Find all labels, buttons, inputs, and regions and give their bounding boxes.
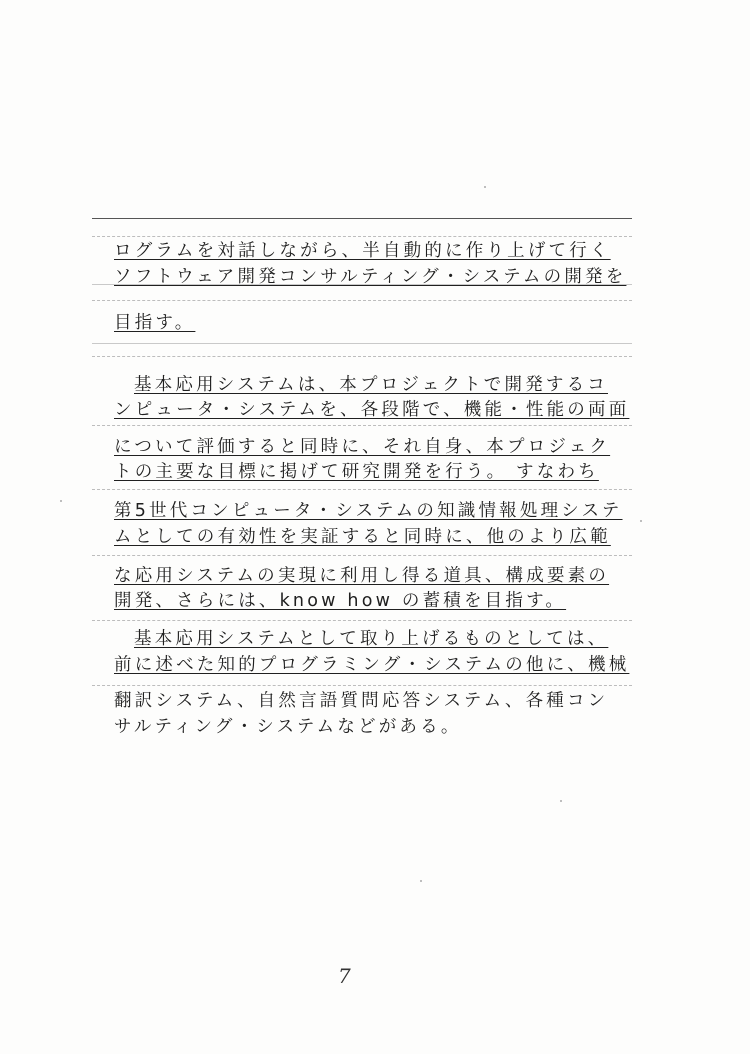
ruled-line [92, 356, 632, 357]
text-line: ムとしての有効性を実証すると同時に、他のより広範 [114, 527, 611, 547]
text-line: ンピュータ・システムを、各段階で、機能・性能の両面 [114, 400, 630, 420]
text-line: な応用システムの実現に利用し得る道具、構成要素の [114, 566, 610, 586]
ruled-line [92, 685, 632, 686]
scan-speck [420, 880, 422, 882]
text-line: 基本応用システムとして取り上げるものとしては、 [134, 629, 609, 649]
ruled-line [92, 555, 632, 556]
scan-speck [560, 800, 562, 802]
text-line: ソフトウェア開発コンサルティング・システムの開発を [114, 267, 627, 287]
text-line: トの主要な目標に掲げて研究開発を行う。 すなわち [114, 462, 599, 482]
text-line: 基本応用システムは、本プロジェクトで開発するコ [134, 375, 608, 395]
text-line: 翻訳システム、自然言語質問応答システム、各種コン [114, 691, 609, 711]
text-line: 第5世代コンピュータ・システムの知識情報処理システ [114, 501, 623, 521]
text-line: について評価すると同時に、それ自身、本プロジェク [114, 437, 611, 457]
ruled-line [92, 343, 632, 344]
ruled-line [92, 300, 632, 301]
scan-speck [60, 500, 62, 502]
page-number: 7 [338, 964, 351, 988]
text-line: 前に述べた知的プログラミング・システムの他に、機械 [114, 655, 630, 675]
ruled-line [92, 620, 632, 621]
scan-speck [484, 186, 486, 188]
top-rule [92, 218, 632, 219]
text-line: ログラムを対話しながら、半自動的に作り上げて行く [114, 241, 611, 261]
ruled-line [92, 489, 632, 490]
ruled-line [92, 236, 632, 237]
text-line: サルティング・システムなどがある。 [114, 717, 462, 737]
scan-speck [640, 520, 642, 522]
text-line: 開発、さらには、know how の蓄積を目指す。 [114, 591, 567, 611]
ruled-line [92, 425, 632, 426]
text-line: 目指す。 [114, 313, 196, 333]
